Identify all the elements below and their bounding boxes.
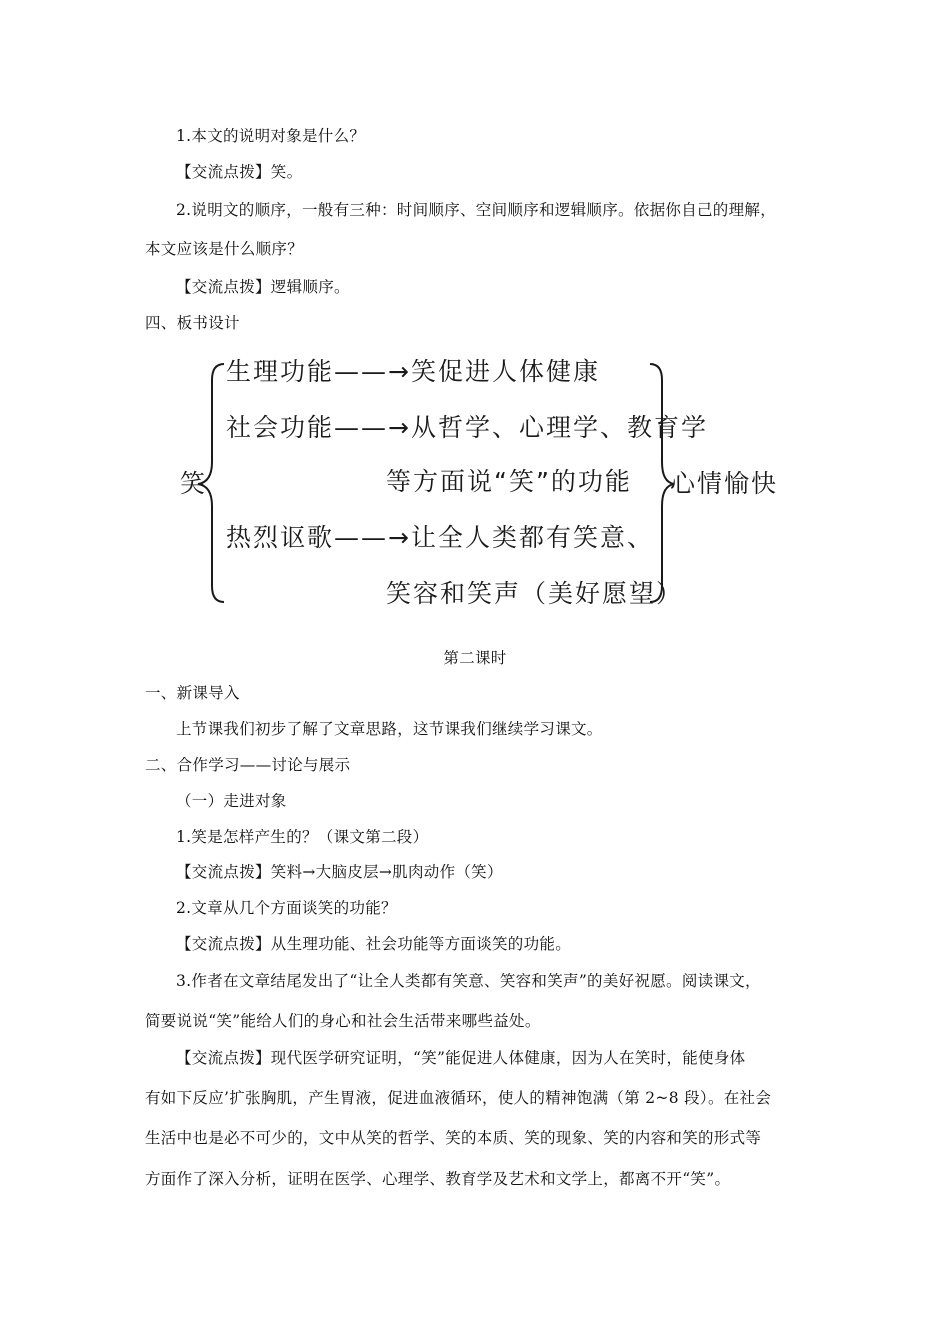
question-1: 1.本文的说明对象是什么？ xyxy=(176,127,366,145)
section-4-heading: 四、板书设计 xyxy=(145,314,240,332)
board-center-word: 笑 xyxy=(180,469,208,498)
coop-answer-3-line-1: 【交流点拨】现代医学研究证明，“笑”能促进人体健康，因为人在笑时，能使身体 xyxy=(176,1049,746,1067)
coop-subheading: （一）走进对象 xyxy=(176,792,287,810)
coop-answer-3-line-4: 方面作了深入分析，证明在医学、心理学、教育学及艺术和文学上，都离不开“笑”。 xyxy=(145,1170,731,1188)
coop-answer-2: 【交流点拨】从生理功能、社会功能等方面谈笑的功能。 xyxy=(176,935,572,953)
blackboard-design-diagram xyxy=(150,350,850,620)
lesson-2-title: 第二课时 xyxy=(443,649,507,667)
question-2-line-2: 本文应该是什么顺序？ xyxy=(145,240,304,258)
answer-1: 【交流点拨】笑。 xyxy=(176,163,303,181)
coop-question-3-line-1: 3.作者在文章结尾发出了“让全人类都有笑意、笑容和笑声”的美好祝愿。阅读课文， xyxy=(176,972,761,990)
board-row-praise: 热烈讴歌——→让全人类都有笑意、 xyxy=(226,523,654,552)
board-row-social-cont: 等方面说“笑”的功能 xyxy=(386,467,632,496)
board-row-physiology: 生理功能——→笑促进人体健康 xyxy=(226,357,600,386)
question-2-line-1: 2.说明文的顺序，一般有三种：时间顺序、空间顺序和逻辑顺序。依据你自己的理解， xyxy=(176,201,776,219)
board-right-word: 心情愉快 xyxy=(670,469,779,498)
intro-text: 上节课我们初步了解了文章思路，这节课我们继续学习课文。 xyxy=(176,720,603,738)
board-row-social: 社会功能——→从哲学、心理学、教育学 xyxy=(226,413,708,442)
coop-answer-3-line-2: 有如下反应’扩张胸肌，产生胃液，促进血液循环，使人的精神饱满（第 2~8 段）。在社会 xyxy=(145,1089,772,1107)
answer-2: 【交流点拨】逻辑顺序。 xyxy=(176,278,350,296)
coop-answer-3-line-3: 生活中也是必不可少的，文中从笑的哲学、笑的本质、笑的现象、笑的内容和笑的形式等 xyxy=(145,1129,762,1147)
coop-question-2: 2.文章从几个方面谈笑的功能？ xyxy=(176,899,397,917)
intro-heading: 一、新课导入 xyxy=(145,684,240,702)
coop-question-3-line-2: 简要说说“笑”能给人们的身心和社会生活带来哪些益处。 xyxy=(145,1012,541,1030)
coop-answer-1: 【交流点拨】笑料→大脑皮层→肌肉动作（笑） xyxy=(176,863,503,881)
coop-heading: 二、合作学习——讨论与展示 xyxy=(145,756,351,774)
coop-question-1: 1.笑是怎样产生的？（课文第二段） xyxy=(176,828,429,846)
board-row-praise-cont: 笑容和笑声（美好愿望） xyxy=(386,579,684,608)
